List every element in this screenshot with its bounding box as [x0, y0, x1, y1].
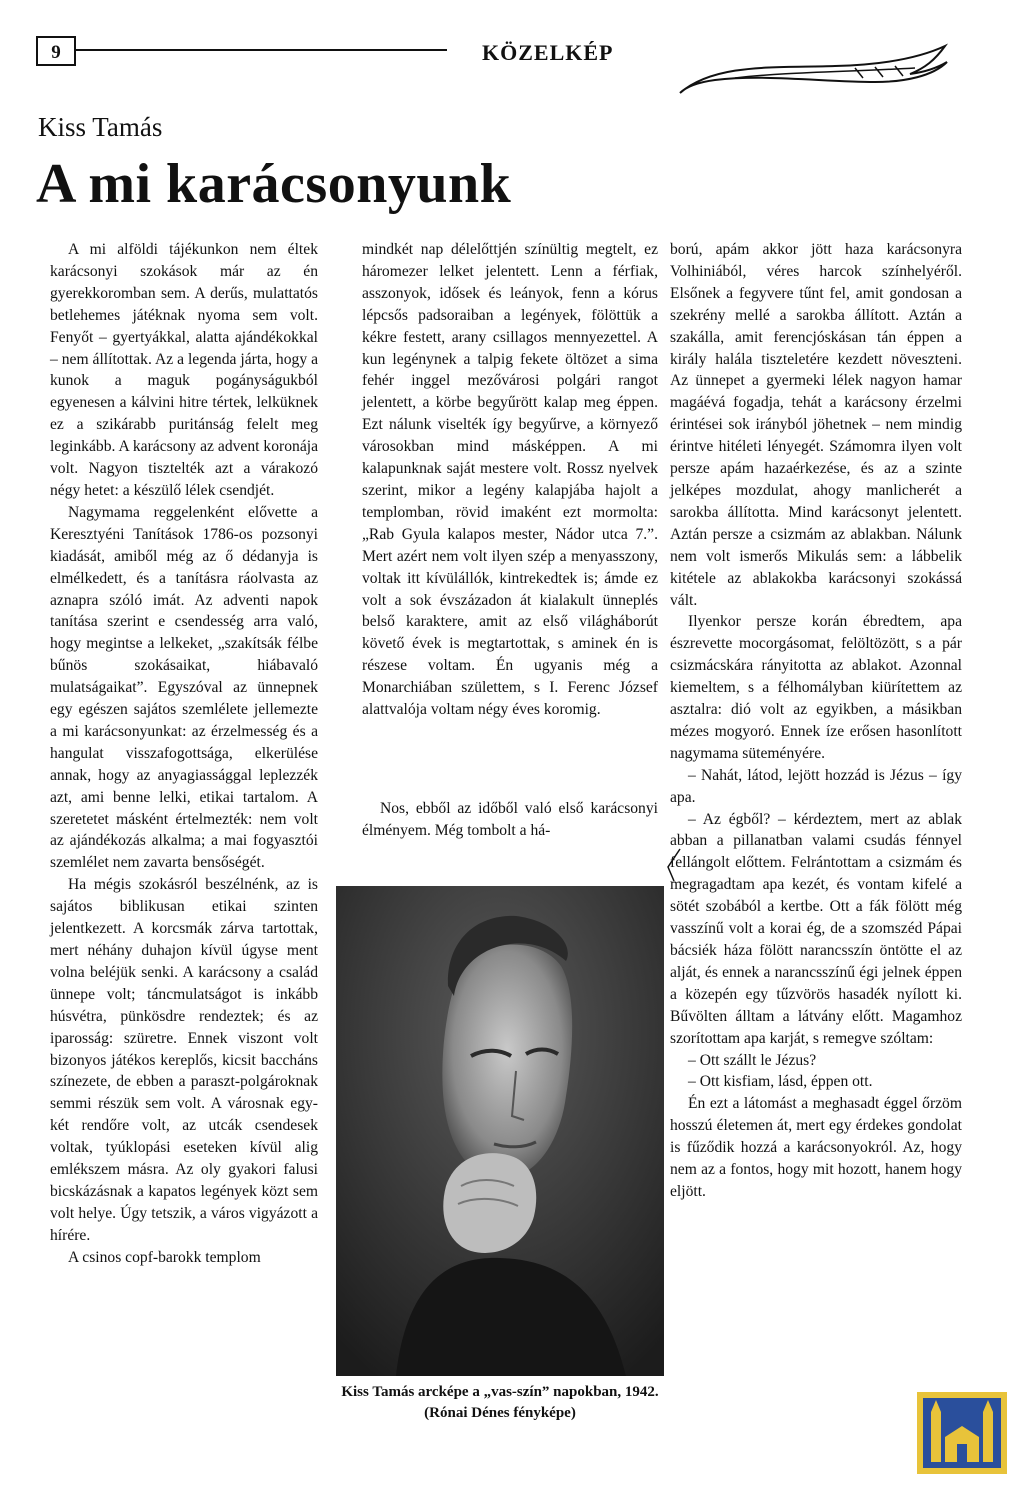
column-2-lower	[362, 798, 658, 842]
column-1	[50, 239, 318, 1269]
paragraph: Nos, ebből az időből való első karácsonyi élményem. Még tombolt a há-	[362, 800, 658, 839]
page-number: 9	[36, 36, 76, 66]
paragraph: – Az égből? – kérdeztem, mert az ablak abban a pillanatban valami csudás fénnyel fellángolt előttem. Felrántottam a csizmám és megragadtam apa kezét, és vontam kifelé a sötét szobából a kertbe. Ott a fák fölött még vasszínű volt a korai ég, de a szomszéd Pápai bácsiék háza fölött narancsszín öntötte el az alját, és ennek a narancsszínű égi jelnek éppen a közepén egy tűzvörös hasadék nyílott ki. Bűvölten álltam a látvány előtt. Magamhoz szorítottam apa karját, s remegve szóltam:	[670, 810, 962, 1047]
church-logo-icon	[917, 1392, 1007, 1474]
page-header	[0, 0, 1024, 110]
paragraph: Ilyenkor persze korán ébredtem, apa észrevette mocorgásomat, felöltözött, s a pár csizmácskára rányitotta az ablakot. Azonnal kiemeltem, s a félhomályban kiürítettem az asztalra: dió volt az egyikben, a másikban mézes mogyoró. Ennek íze erősen hasonlított nagymama süteményére.	[670, 613, 962, 762]
paragraph: A csinos copf-barokk templom	[68, 1248, 261, 1266]
header-rule	[76, 49, 447, 51]
paragraph: Ha mégis szokásról beszélnénk, az is sajátos biblikusan etikai szinten jelentkezett. A korcsmák zárva tartottak, mert néhány duhajon kívül úgyse ment volna beléjük senki. A karácsony a család ünnepe volt; táncmulatságot is inkább húsvétra, pünkösdre rendeztek; és az iparosság: szüretre. Ennek viszont volt bizonyos játékos kereplős, kicsit baccháns színezete, de ebben a paraszt-polgároknak semmi részük sem volt. A városnak egy-két rendőre volt, az utcák csendesek voltak, tyúklopási eseteken kívül alig emlékszem másra. Az oly gyakori falusi bicskázásnak a kapatos legények közt sem volt helye. Úgy tetszik, a város vigyázott a hírére.	[50, 876, 318, 1244]
paragraph: mindkét nap délelőttjén színültig megtelt, ez háromezer lelket jelentett. Lenn a férfiak, asszonyok, idősek és leányok, fenn a kórus lépcsős padsoraiban a legények, fölöttük a kékre festett, arany csillagos mennyezettel. A kun legénynek a talpig fekete öltözet a sima fehér inggel mezővárosi polgári rangot jelentett, a körbe begyűrött kalap meg éppen. Ezt nálunk viselték így begyűrve, a környező városokban mind másképpen. A mi kalapunknak saját mestere volt. Rossz nyelvek szerint, mikor a legény kalapjába hajolt a templomban, rövid imaként ezt mormolta: „Rab Gyula kalapos mester, Nádor utca 7.”. Mert azért nem volt ilyen szép a menyasszony, voltak itt kívülállók, kintrekedtek is; ámde ez volt a sok évszázadon át kialakult ünneplés belső karaktere, amit az első világháborút követő évek is megtartottak, s aminek én is részese voltam. Én ugyanis még a Monarchiában születtem, s I. Ferenc József alattvalója voltam négy éves koromig.	[362, 241, 658, 719]
portrait-photo	[336, 886, 664, 1376]
handwritten-mark	[664, 847, 684, 883]
author-name: Kiss Tamás	[38, 112, 163, 142]
column-2	[362, 239, 658, 721]
portrait-image	[336, 886, 664, 1376]
paragraph: Nagymama reggelenként elővette a Keresztyéni Tanítások 1786-os pozsonyi kiadását, amiből még az ő dédanyja is elmélkedett, és a tanításra ráolvasta az aznapra szóló imát. Az adventi napok tanítása szerint e csendesség arra való, hogy megintse a lelkeket, „szakítsák félbe bűnös szokásaikat, hiábavaló mulatságaikat”. Egyszóval az ünnepnek egy egészen sajátos szemlélete jellemezte a mi karácsonyunkat: az érzelmesség és a hangulat visszafogottsága, elkerülése annak, hogy az anyagiassággal leplezzék azt, ami benne lelki, etikai tartalom. A szeretetet másként értelmezték: nem volt az ajándékozás alkalma; a mai fogyasztói szemlélet nem zavarta bensőségét.	[50, 503, 318, 872]
photo-caption: Kiss Tamás arcképe a „vas-szín” napokban, 1942. (Rónai Dénes fényképe)	[341, 1384, 659, 1421]
paragraph: ború, apám akkor jött haza karácsonyra Volhiniából, véres harcok színhelyéről. Elsőnek a fegyvere tűnt fel, amit gondosan a szekrény mellé a sarokba állított. Aztán a szakálla, amit ferencjóskásan tán éppen a király halála tiszteletére kezdett növeszteni. Az ünnepet a gyermeki lélek nagyon hamar magáévá fogadja, tehát a karácsony érzelmi érintései sok irányból jöhetnek – nem mindig érintve hitéleti lényegét. Számomra ilyen volt persze apám hazaérkezése, és az a szinte jelképes mozdulat, ahogy manlicherét a sarokba állította. Mind karácsonyt jelentett. Aztán persze a csizmám az ablakban. Nálunk nem volt ismerős Mikulás sem: a lábbelik kitétele az ablakokba karácsonyi szokássá vált.	[670, 241, 962, 609]
quill-pen-icon	[675, 38, 975, 98]
column-3	[670, 239, 962, 1203]
paragraph: – Ott kisfiam, lásd, éppen ott.	[688, 1073, 873, 1091]
paragraph: Én ezt a látomást a meghasadt éggel őrzöm hosszú életemen át, mert egy érdekes gondolat is fűződik hozzá a karácsonyokról. Az, hogy nem az a fontos, hogy mit hozott, hanem hogy eljött.	[670, 1095, 962, 1200]
paragraph: A mi alföldi tájékunkon nem éltek karácsonyi szokások már az én gyerekkoromban sem. A derűs, mulattatós betlehemes játéknak nyoma sem volt. Fenyőt – gyertyákkal, alatta ajándékokkal – nem állítottak. Az a legenda járta, hogy a kunok a maguk pogányságukból egyenesen a kálvini hitre tértek, lelküknek ez a szikárabb puritánság felelt meg leginkább. A karácsony az advent koronája volt. Nagyon tisztelték azt a várakozó négy hetet: a készülő lélek csendjét.	[50, 241, 318, 499]
article-title: A mi karácsonyunk	[36, 153, 512, 215]
section-title: KÖZELKÉP	[482, 40, 614, 65]
paragraph: – Ott szállt le Jézus?	[688, 1051, 817, 1069]
paragraph: – Nahát, látod, lejött hozzád is Jézus – így apa.	[670, 766, 962, 806]
